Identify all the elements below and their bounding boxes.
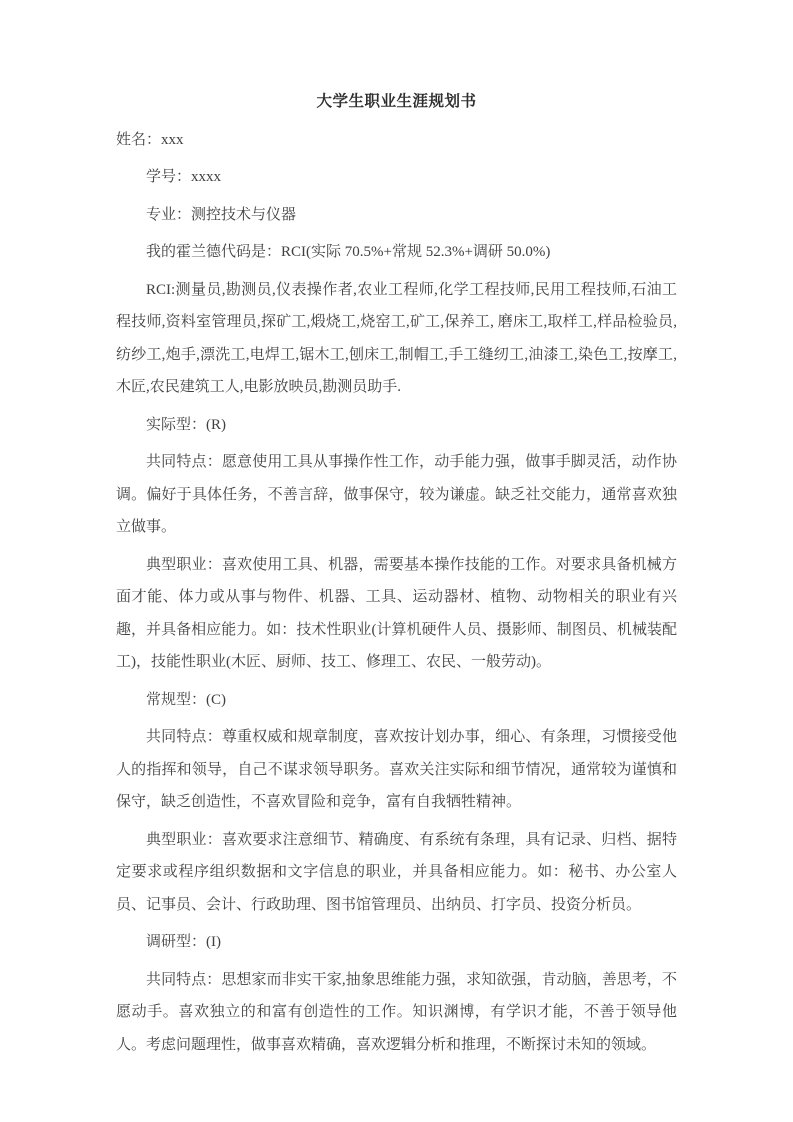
paragraph-realistic-occupations: 典型职业：喜欢使用工具、机器，需要基本操作技能的工作。对要求具备机械方面才能、体力或从事与物件、机器、工具、运动器材、植物、动物相关的职业有兴趣，并具备相应能力。如：技术性职业(计算机硬件人员、摄影师、制图员、机械装配工)，技能性职业(木匠、厨师、技工、修理工、农民、一般劳动)。 (116, 556, 677, 670)
paragraph-conventional-traits: 共同特点：尊重权威和规章制度，喜欢按计划办事，细心、有条理，习惯接受他人的指挥和领导，自己不谋求领导职务。喜欢关注实际和细节情况，通常较为谨慎和保守，缺乏创造性，不喜欢冒险和竞争，富有自我牺牲精神。 (116, 729, 677, 810)
paragraph-rci-occupation-list: RCI:测量员,勘测员,仪表操作者,农业工程师,化学工程技师,民用工程技师,石油工程技师,资料室管理员,探矿工,煅烧工,烧窑工,矿工,保养工, 磨床工,取样工,样品检验员,纺纱工,炮手,漂洗工,电焊工,锯木工,刨床工,制帽工,手工缝纫工,油漆工,染色工,按摩工,木匠,农民建筑工人,电影放映员,勘测员助手. (116, 281, 677, 395)
paragraph-conventional-occupations: 典型职业：喜欢要求注意细节、精确度、有系统有条理，具有记录、归档、据特定要求或程序组织数据和文字信息的职业，并具备相应能力。如：秘书、办公室人员、记事员、会计、行政助理、图书馆管理员、出纳员、打字员、投资分析员。 (116, 831, 677, 913)
paragraph-name: 姓名：xxx (116, 131, 184, 148)
paragraph-student-id: 学号：xxxx (146, 169, 222, 185)
paragraph-realistic-traits: 共同特点：愿意使用工具从事操作性工作，动手能力强，做事手脚灵活，动作协调。偏好于具体任务，不善言辞，做事保守，较为谦虚。缺乏社交能力，通常喜欢独立做事。 (116, 454, 677, 535)
heading-realistic-type: 实际型：(R) (146, 416, 226, 433)
heading-investigative-type: 调研型：(I) (146, 934, 221, 950)
document-title: 大学生职业生涯规划书 (316, 93, 477, 110)
paragraph-major: 专业：测控技术与仪器 (146, 206, 297, 223)
paragraph-investigative-traits: 共同特点：思想家而非实干家,抽象思维能力强，求知欲强，肯动脑，善思考，不愿动手。喜欢独立的和富有创造性的工作。知识渊博，有学识才能，不善于领导他人。考虑问题理性，做事喜欢精确，喜欢逻辑分析和推理，不断探讨未知的领域。 (116, 971, 677, 1053)
paragraph-holland-code: 我的霍兰德代码是：RCI(实际 70.5%+常规 52.3%+调研 50.0%) (146, 244, 551, 260)
heading-conventional-type: 常规型：(C) (146, 691, 226, 708)
